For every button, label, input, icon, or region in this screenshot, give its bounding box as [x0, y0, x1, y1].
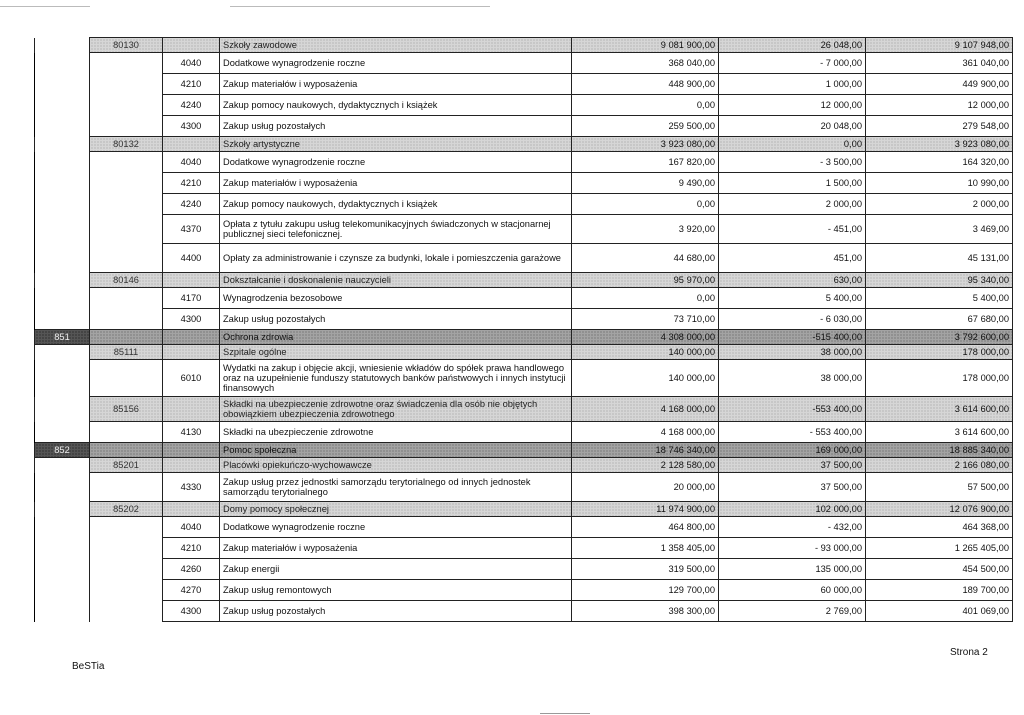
plan-amount-cell: 0,00 — [572, 95, 719, 116]
paragraph-code-cell — [163, 330, 220, 345]
paragraph-code-cell: 4040 — [163, 53, 220, 74]
chapter-code-cell — [90, 559, 163, 580]
item-name-cell: Zakup usług pozostałych — [220, 601, 572, 622]
change-amount-cell: 451,00 — [719, 244, 866, 273]
item-name-cell: Domy pomocy społecznej — [220, 502, 572, 517]
plan-amount-cell: 73 710,00 — [572, 309, 719, 330]
change-amount-cell: 60 000,00 — [719, 580, 866, 601]
budget-table — [34, 37, 1013, 622]
footer-app-name: BeSTia — [72, 661, 105, 672]
section-code-cell — [35, 538, 90, 559]
after-change-amount-cell: 401 069,00 — [866, 601, 1013, 622]
plan-amount-cell: 140 000,00 — [572, 345, 719, 360]
change-amount-cell: 5 400,00 — [719, 288, 866, 309]
table-row — [35, 95, 1013, 116]
item-name-cell: Opłata z tytułu zakupu usług telekomunikacyjnych świadczonych w stacjonarnej publicznej sieci telefonicznej. — [220, 215, 572, 244]
section-code-cell — [35, 288, 90, 309]
table-row — [35, 517, 1013, 538]
table-row — [35, 422, 1013, 443]
after-change-amount-cell: 279 548,00 — [866, 116, 1013, 137]
section-code-cell — [35, 458, 90, 473]
chapter-code-cell — [90, 215, 163, 244]
section-code-cell — [35, 473, 90, 502]
change-amount-cell: 2 769,00 — [719, 601, 866, 622]
chapter-code-cell: 85156 — [90, 397, 163, 422]
chapter-code-cell — [90, 53, 163, 74]
table-row — [35, 74, 1013, 95]
table-row — [35, 309, 1013, 330]
after-change-amount-cell: 3 469,00 — [866, 215, 1013, 244]
chapter-code-cell — [90, 116, 163, 137]
paragraph-code-cell: 4130 — [163, 422, 220, 443]
chapter-code-cell — [90, 601, 163, 622]
plan-amount-cell: 4 168 000,00 — [572, 422, 719, 443]
table-row — [35, 601, 1013, 622]
change-amount-cell: - 6 030,00 — [719, 309, 866, 330]
chapter-code-cell — [90, 360, 163, 397]
after-change-amount-cell: 178 000,00 — [866, 345, 1013, 360]
paragraph-code-cell — [163, 443, 220, 458]
after-change-amount-cell: 3 792 600,00 — [866, 330, 1013, 345]
item-name-cell: Dodatkowe wynagrodzenie roczne — [220, 517, 572, 538]
item-name-cell: Zakup usług remontowych — [220, 580, 572, 601]
chapter-code-cell — [90, 473, 163, 502]
section-code-cell: 852 — [35, 443, 90, 458]
change-amount-cell: 26 048,00 — [719, 38, 866, 53]
paragraph-code-cell: 4210 — [163, 538, 220, 559]
plan-amount-cell: 398 300,00 — [572, 601, 719, 622]
paragraph-code-cell: 4240 — [163, 95, 220, 116]
section-code-cell — [35, 215, 90, 244]
chapter-code-cell: 85201 — [90, 458, 163, 473]
item-name-cell: Wynagrodzenia bezosobowe — [220, 288, 572, 309]
section-code-cell — [35, 95, 90, 116]
after-change-amount-cell: 95 340,00 — [866, 273, 1013, 288]
section-code-cell: 851 — [35, 330, 90, 345]
plan-amount-cell: 95 970,00 — [572, 273, 719, 288]
change-amount-cell: 20 048,00 — [719, 116, 866, 137]
item-name-cell: Ochrona zdrowia — [220, 330, 572, 345]
item-name-cell: Zakup usług pozostałych — [220, 309, 572, 330]
section-code-cell — [35, 116, 90, 137]
plan-amount-cell: 0,00 — [572, 194, 719, 215]
section-code-cell — [35, 360, 90, 397]
change-amount-cell: -553 400,00 — [719, 397, 866, 422]
item-name-cell: Składki na ubezpieczenie zdrowotne — [220, 422, 572, 443]
change-amount-cell: 2 000,00 — [719, 194, 866, 215]
chapter-code-cell — [90, 74, 163, 95]
budget-table-body — [35, 38, 1013, 622]
table-row — [35, 152, 1013, 173]
chapter-code-cell — [90, 538, 163, 559]
after-change-amount-cell: 164 320,00 — [866, 152, 1013, 173]
table-row — [35, 559, 1013, 580]
paragraph-code-cell: 4300 — [163, 601, 220, 622]
table-row — [35, 53, 1013, 74]
change-amount-cell: 37 500,00 — [719, 473, 866, 502]
change-amount-cell: 37 500,00 — [719, 458, 866, 473]
footer-page-number: Strona 2 — [950, 647, 988, 658]
chapter-code-cell — [90, 152, 163, 173]
table-row — [35, 538, 1013, 559]
after-change-amount-cell: 464 368,00 — [866, 517, 1013, 538]
section-code-cell — [35, 38, 90, 53]
plan-amount-cell: 11 974 900,00 — [572, 502, 719, 517]
chapter-code-cell — [90, 422, 163, 443]
after-change-amount-cell: 3 923 080,00 — [866, 137, 1013, 152]
table-row — [35, 194, 1013, 215]
scan-artifact-bottom — [540, 713, 590, 714]
after-change-amount-cell: 12 000,00 — [866, 95, 1013, 116]
item-name-cell: Zakup usług przez jednostki samorządu terytorialnego od innych jednostek samorządu terytorialnego — [220, 473, 572, 502]
after-change-amount-cell: 449 900,00 — [866, 74, 1013, 95]
paragraph-code-cell: 4170 — [163, 288, 220, 309]
item-name-cell: Zakup pomocy naukowych, dydaktycznych i książek — [220, 194, 572, 215]
paragraph-code-cell: 4400 — [163, 244, 220, 273]
change-amount-cell: 135 000,00 — [719, 559, 866, 580]
plan-amount-cell: 3 923 080,00 — [572, 137, 719, 152]
paragraph-code-cell — [163, 38, 220, 53]
chapter-code-cell: 80130 — [90, 38, 163, 53]
section-code-cell — [35, 397, 90, 422]
paragraph-code-cell — [163, 345, 220, 360]
section-code-cell — [35, 244, 90, 273]
item-name-cell: Dokształcanie i doskonalenie nauczycieli — [220, 273, 572, 288]
chapter-code-cell — [90, 95, 163, 116]
after-change-amount-cell: 67 680,00 — [866, 309, 1013, 330]
item-name-cell: Dodatkowe wynagrodzenie roczne — [220, 152, 572, 173]
item-name-cell: Pomoc społeczna — [220, 443, 572, 458]
chapter-code-cell — [90, 194, 163, 215]
plan-amount-cell: 1 358 405,00 — [572, 538, 719, 559]
paragraph-code-cell — [163, 458, 220, 473]
change-amount-cell: 38 000,00 — [719, 345, 866, 360]
after-change-amount-cell: 2 166 080,00 — [866, 458, 1013, 473]
table-row — [35, 244, 1013, 273]
plan-amount-cell: 4 168 000,00 — [572, 397, 719, 422]
plan-amount-cell: 3 920,00 — [572, 215, 719, 244]
item-name-cell: Zakup materiałów i wyposażenia — [220, 173, 572, 194]
section-code-cell — [35, 422, 90, 443]
item-name-cell: Zakup energii — [220, 559, 572, 580]
plan-amount-cell: 448 900,00 — [572, 74, 719, 95]
paragraph-code-cell: 4300 — [163, 116, 220, 137]
chapter-code-cell: 85202 — [90, 502, 163, 517]
item-name-cell: Zakup usług pozostałych — [220, 116, 572, 137]
table-row — [35, 273, 1013, 288]
chapter-code-cell — [90, 330, 163, 345]
paragraph-code-cell: 4210 — [163, 74, 220, 95]
section-code-cell — [35, 53, 90, 74]
plan-amount-cell: 368 040,00 — [572, 53, 719, 74]
plan-amount-cell: 20 000,00 — [572, 473, 719, 502]
change-amount-cell: - 451,00 — [719, 215, 866, 244]
after-change-amount-cell: 9 107 948,00 — [866, 38, 1013, 53]
section-code-cell — [35, 74, 90, 95]
change-amount-cell: 169 000,00 — [719, 443, 866, 458]
table-row — [35, 330, 1013, 345]
table-row — [35, 473, 1013, 502]
change-amount-cell: 38 000,00 — [719, 360, 866, 397]
table-row — [35, 443, 1013, 458]
table-row — [35, 38, 1013, 53]
table-row — [35, 173, 1013, 194]
paragraph-code-cell: 4210 — [163, 173, 220, 194]
change-amount-cell: - 553 400,00 — [719, 422, 866, 443]
chapter-code-cell: 80132 — [90, 137, 163, 152]
paragraph-code-cell: 4040 — [163, 517, 220, 538]
section-code-cell — [35, 152, 90, 173]
plan-amount-cell: 18 746 340,00 — [572, 443, 719, 458]
paragraph-code-cell: 6010 — [163, 360, 220, 397]
table-row — [35, 397, 1013, 422]
plan-amount-cell: 259 500,00 — [572, 116, 719, 137]
item-name-cell: Zakup materiałów i wyposażenia — [220, 538, 572, 559]
section-code-cell — [35, 309, 90, 330]
plan-amount-cell: 167 820,00 — [572, 152, 719, 173]
table-row — [35, 116, 1013, 137]
chapter-code-cell: 80146 — [90, 273, 163, 288]
paragraph-code-cell — [163, 137, 220, 152]
item-name-cell: Szpitale ogólne — [220, 345, 572, 360]
paragraph-code-cell: 4370 — [163, 215, 220, 244]
chapter-code-cell: 85111 — [90, 345, 163, 360]
change-amount-cell: - 432,00 — [719, 517, 866, 538]
scan-artifact-top-2 — [230, 6, 490, 7]
plan-amount-cell: 44 680,00 — [572, 244, 719, 273]
after-change-amount-cell: 361 040,00 — [866, 53, 1013, 74]
chapter-code-cell — [90, 580, 163, 601]
paragraph-code-cell: 4300 — [163, 309, 220, 330]
paragraph-code-cell — [163, 273, 220, 288]
after-change-amount-cell: 12 076 900,00 — [866, 502, 1013, 517]
chapter-code-cell — [90, 309, 163, 330]
change-amount-cell: - 3 500,00 — [719, 152, 866, 173]
item-name-cell: Wydatki na zakup i objęcie akcji, wniesienie wkładów do spółek prawa handlowego oraz na uzupełnienie funduszy statutowych banków państwowych i innych instytucji finansowych — [220, 360, 572, 397]
plan-amount-cell: 129 700,00 — [572, 580, 719, 601]
change-amount-cell: 1 500,00 — [719, 173, 866, 194]
plan-amount-cell: 464 800,00 — [572, 517, 719, 538]
paragraph-code-cell: 4260 — [163, 559, 220, 580]
section-code-cell — [35, 517, 90, 538]
change-amount-cell: 0,00 — [719, 137, 866, 152]
after-change-amount-cell: 3 614 600,00 — [866, 397, 1013, 422]
plan-amount-cell: 319 500,00 — [572, 559, 719, 580]
section-code-cell — [35, 502, 90, 517]
chapter-code-cell — [90, 244, 163, 273]
after-change-amount-cell: 454 500,00 — [866, 559, 1013, 580]
chapter-code-cell — [90, 517, 163, 538]
plan-amount-cell: 140 000,00 — [572, 360, 719, 397]
after-change-amount-cell: 5 400,00 — [866, 288, 1013, 309]
plan-amount-cell: 4 308 000,00 — [572, 330, 719, 345]
change-amount-cell: - 93 000,00 — [719, 538, 866, 559]
table-row — [35, 345, 1013, 360]
section-code-cell — [35, 580, 90, 601]
section-code-cell — [35, 345, 90, 360]
section-code-cell — [35, 601, 90, 622]
after-change-amount-cell: 1 265 405,00 — [866, 538, 1013, 559]
paragraph-code-cell — [163, 502, 220, 517]
paragraph-code-cell: 4330 — [163, 473, 220, 502]
scan-artifact-top — [0, 6, 90, 7]
after-change-amount-cell: 45 131,00 — [866, 244, 1013, 273]
item-name-cell: Dodatkowe wynagrodzenie roczne — [220, 53, 572, 74]
after-change-amount-cell: 189 700,00 — [866, 580, 1013, 601]
section-code-cell — [35, 559, 90, 580]
change-amount-cell: 12 000,00 — [719, 95, 866, 116]
item-name-cell: Zakup materiałów i wyposażenia — [220, 74, 572, 95]
after-change-amount-cell: 57 500,00 — [866, 473, 1013, 502]
chapter-code-cell — [90, 173, 163, 194]
after-change-amount-cell: 3 614 600,00 — [866, 422, 1013, 443]
paragraph-code-cell: 4040 — [163, 152, 220, 173]
plan-amount-cell: 9 081 900,00 — [572, 38, 719, 53]
item-name-cell: Placówki opiekuńczo-wychowawcze — [220, 458, 572, 473]
change-amount-cell: 1 000,00 — [719, 74, 866, 95]
chapter-code-cell — [90, 288, 163, 309]
section-code-cell — [35, 194, 90, 215]
table-row — [35, 137, 1013, 152]
plan-amount-cell: 2 128 580,00 — [572, 458, 719, 473]
paragraph-code-cell — [163, 397, 220, 422]
item-name-cell: Opłaty za administrowanie i czynsze za budynki, lokale i pomieszczenia garażowe — [220, 244, 572, 273]
paragraph-code-cell: 4240 — [163, 194, 220, 215]
item-name-cell: Szkoły artystyczne — [220, 137, 572, 152]
after-change-amount-cell: 2 000,00 — [866, 194, 1013, 215]
item-name-cell: Szkoły zawodowe — [220, 38, 572, 53]
plan-amount-cell: 0,00 — [572, 288, 719, 309]
paragraph-code-cell: 4270 — [163, 580, 220, 601]
table-row — [35, 502, 1013, 517]
change-amount-cell: 630,00 — [719, 273, 866, 288]
item-name-cell: Zakup pomocy naukowych, dydaktycznych i książek — [220, 95, 572, 116]
plan-amount-cell: 9 490,00 — [572, 173, 719, 194]
table-row — [35, 580, 1013, 601]
section-code-cell — [35, 273, 90, 288]
section-code-cell — [35, 173, 90, 194]
table-row — [35, 288, 1013, 309]
after-change-amount-cell: 18 885 340,00 — [866, 443, 1013, 458]
item-name-cell: Składki na ubezpieczenie zdrowotne oraz świadczenia dla osób nie objętych obowiązkiem ubezpieczenia zdrowotnego — [220, 397, 572, 422]
section-code-cell — [35, 137, 90, 152]
table-row — [35, 360, 1013, 397]
after-change-amount-cell: 178 000,00 — [866, 360, 1013, 397]
change-amount-cell: - 7 000,00 — [719, 53, 866, 74]
change-amount-cell: 102 000,00 — [719, 502, 866, 517]
change-amount-cell: -515 400,00 — [719, 330, 866, 345]
table-row — [35, 458, 1013, 473]
after-change-amount-cell: 10 990,00 — [866, 173, 1013, 194]
table-row — [35, 215, 1013, 244]
chapter-code-cell — [90, 443, 163, 458]
